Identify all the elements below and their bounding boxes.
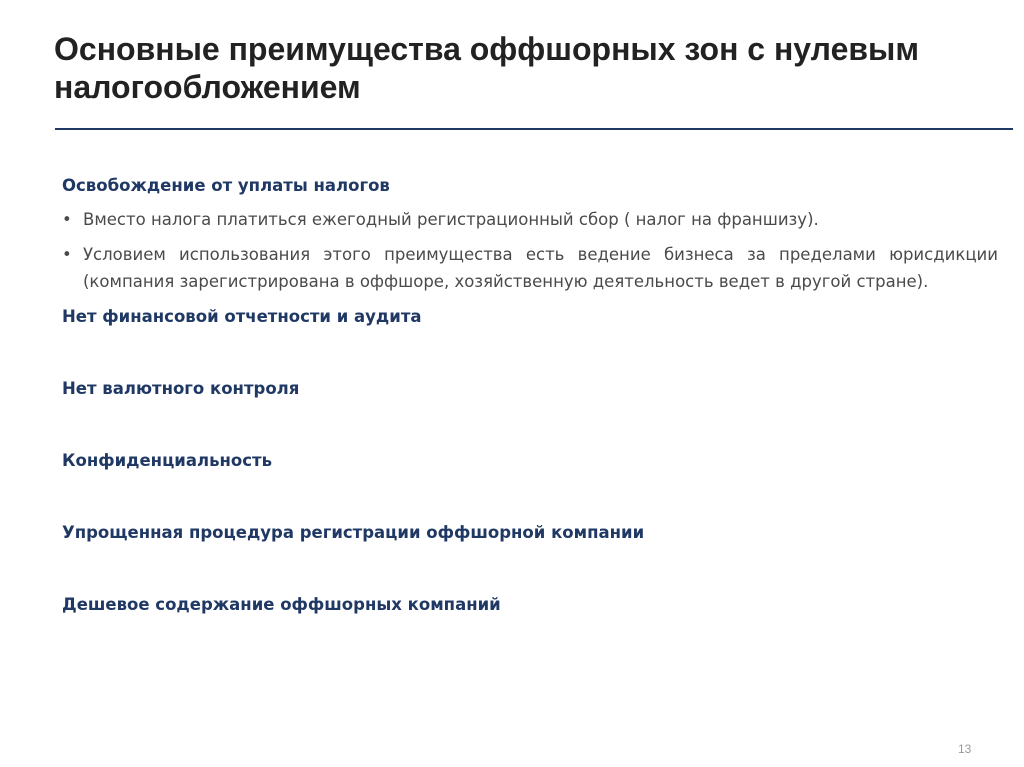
list-item xyxy=(62,206,998,233)
bullet-marker: • xyxy=(62,245,72,264)
slide-content xyxy=(62,174,998,617)
section-heading: Нет финансовой отчетности и аудита xyxy=(62,307,422,326)
page-number: 13 xyxy=(958,742,972,756)
list-item xyxy=(62,241,998,295)
bullet-list xyxy=(62,206,998,295)
section-heading: Дешевое содержание оффшорных компаний xyxy=(62,595,501,614)
bullet-text: Условием использования этого преимущества есть ведение бизнеса за пределами юрисдикции (компания зарегистрирована в оффшоре, хозяйственную деятельность ведет в другой стране). xyxy=(83,245,998,291)
bullet-text: Вместо налога платиться ежегодный регистрационный сбор ( налог на франшизу). xyxy=(83,210,819,229)
section-tax-exemption xyxy=(62,174,998,295)
section-heading: Освобождение от уплаты налогов xyxy=(62,176,390,195)
slide-title: Основные преимущества оффшорных зон с нулевым налогообложением xyxy=(54,31,920,105)
section-heading: Упрощенная процедура регистрации оффшорной компании xyxy=(62,523,645,542)
section-heading: Нет валютного контроля xyxy=(62,379,300,398)
section-heading: Конфиденциальность xyxy=(62,451,273,470)
title-divider xyxy=(55,128,1013,130)
bullet-marker: • xyxy=(62,210,72,229)
